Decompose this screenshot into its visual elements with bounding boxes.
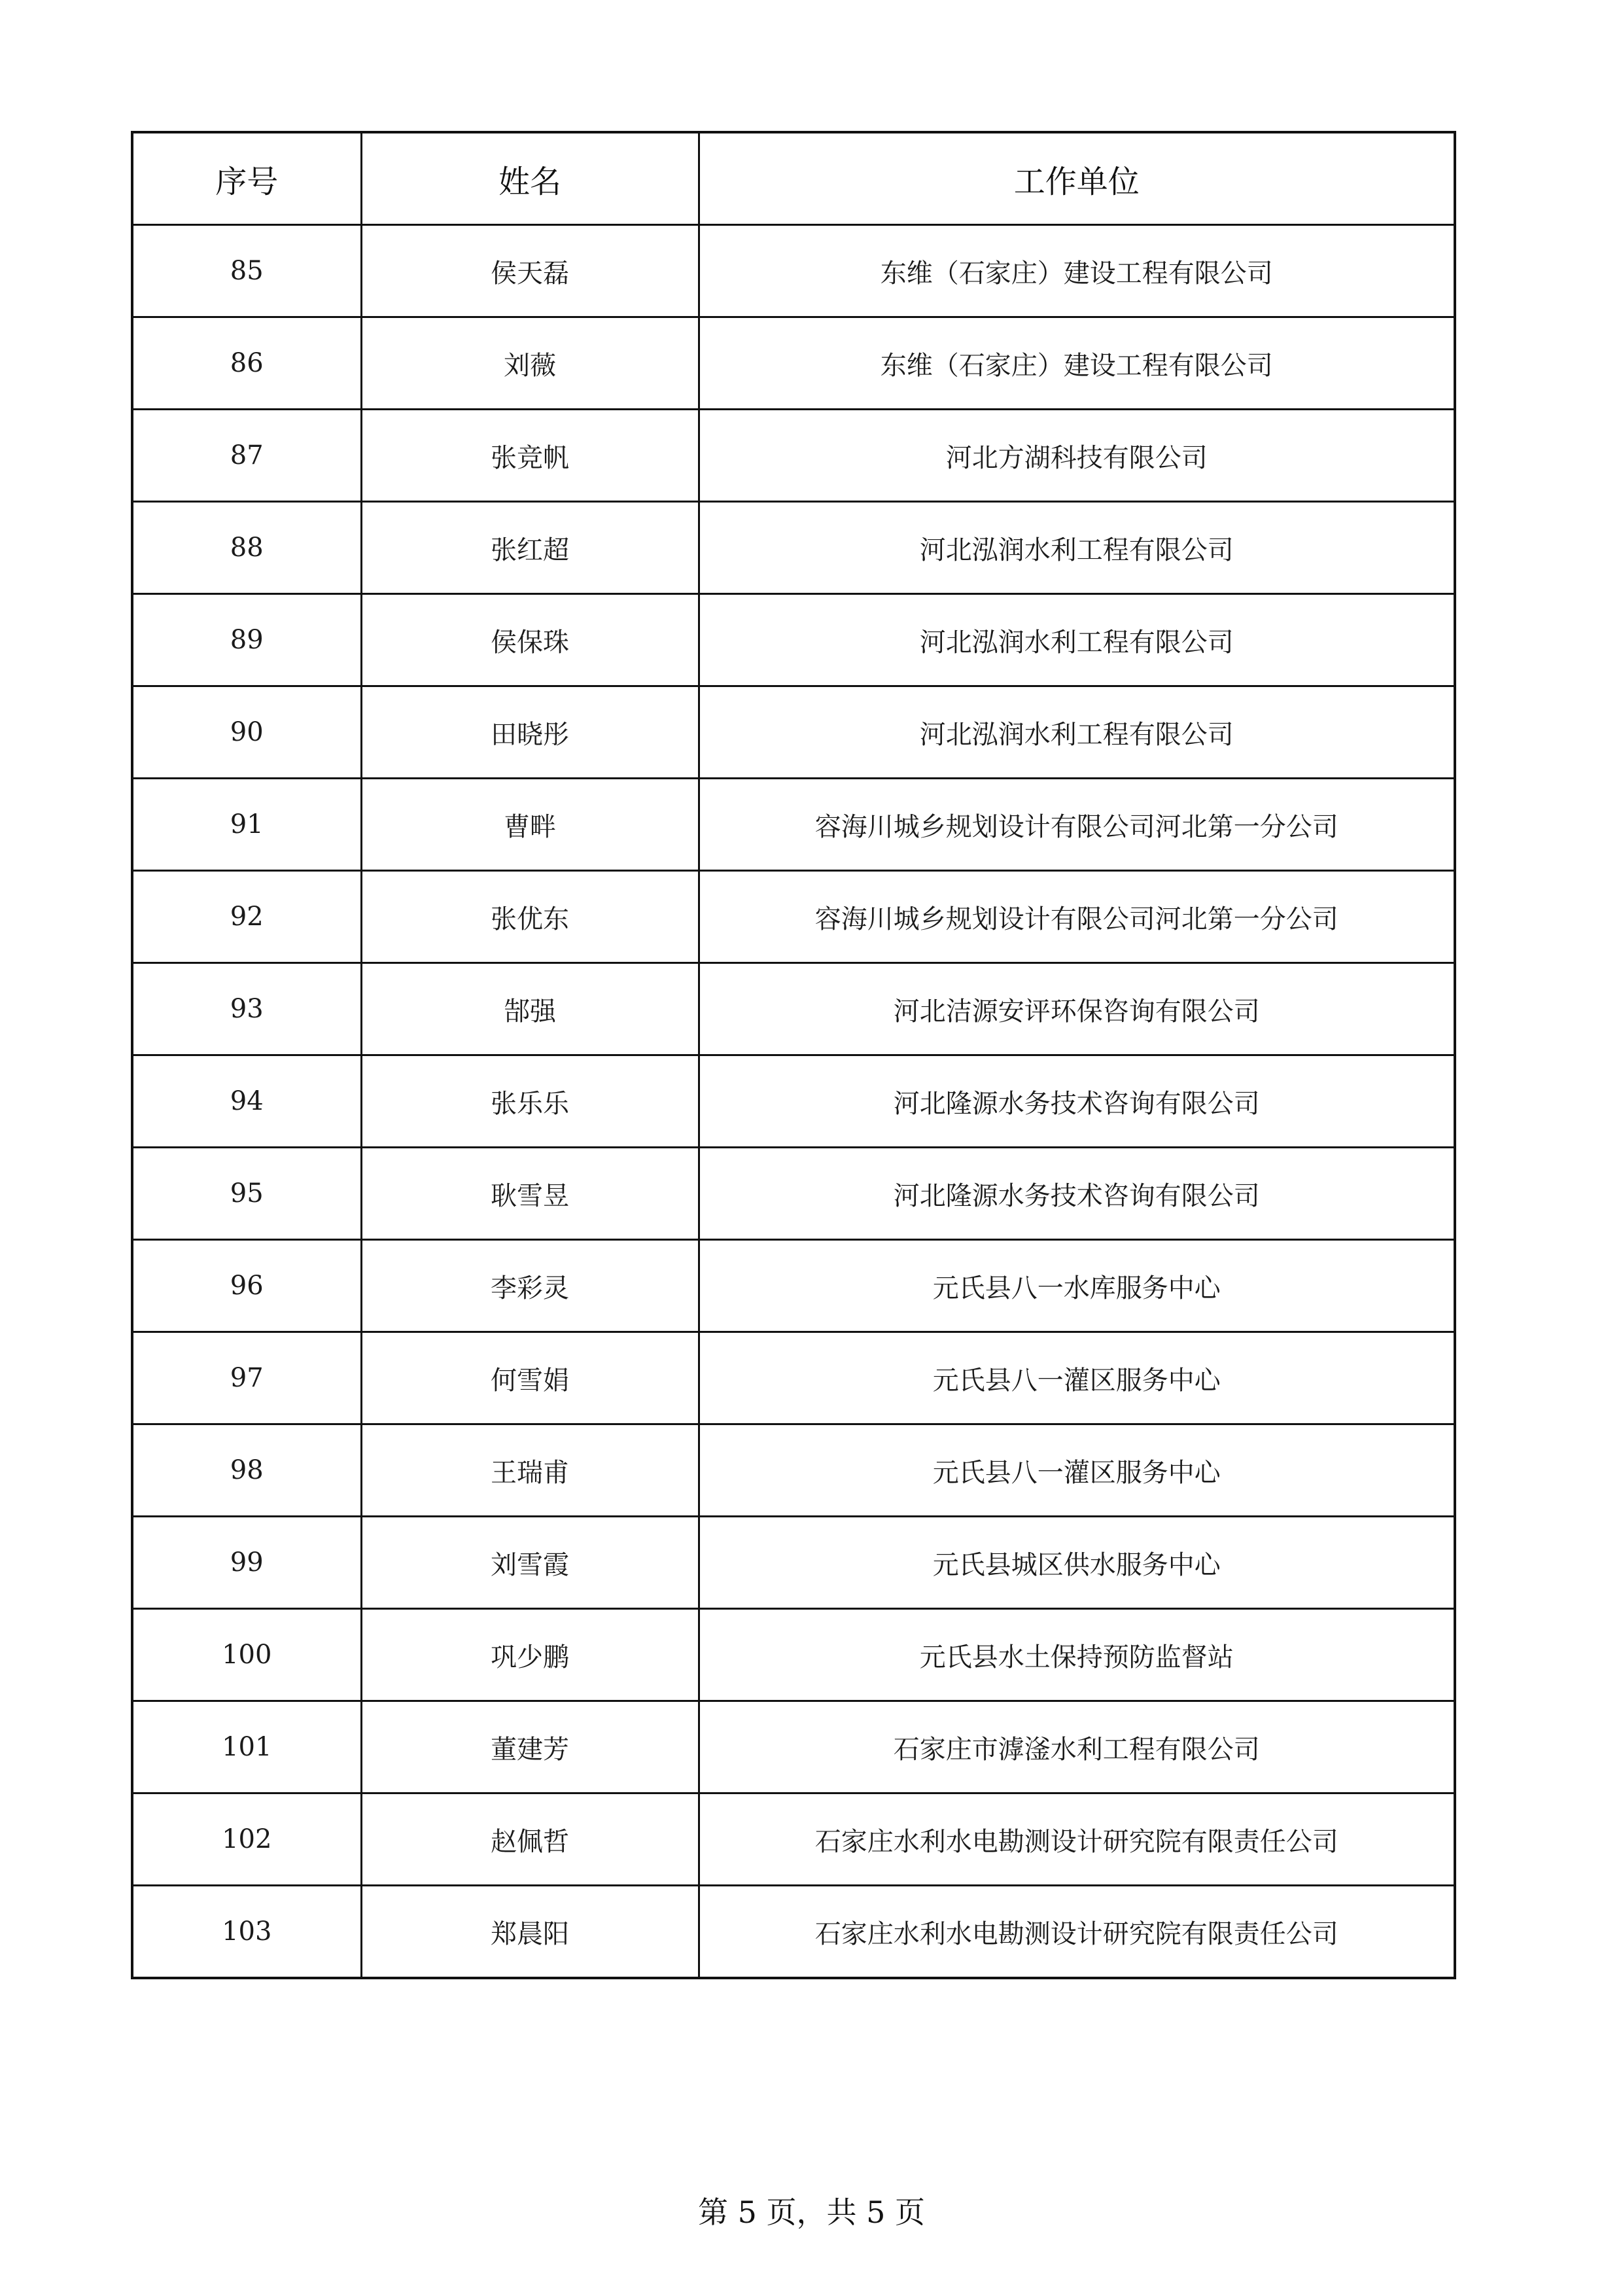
cell-unit: 元氏县八一灌区服务中心 [699,1424,1455,1517]
cell-seq: 93 [132,963,361,1055]
roster-table [131,131,1456,1979]
cell-name: 董建芳 [361,1701,699,1793]
table-body [132,225,1455,1979]
table-row [132,686,1455,779]
cell-unit: 河北泓润水利工程有限公司 [699,502,1455,594]
cell-seq: 103 [132,1886,361,1979]
cell-unit: 河北隆源水务技术咨询有限公司 [699,1055,1455,1148]
cell-name: 赵佩哲 [361,1793,699,1886]
cell-unit: 河北泓润水利工程有限公司 [699,686,1455,779]
cell-seq: 100 [132,1609,361,1701]
cell-name: 郑晨阳 [361,1886,699,1979]
table-row [132,225,1455,317]
cell-unit: 石家庄水利水电勘测设计研究院有限责任公司 [699,1793,1455,1886]
cell-seq: 85 [132,225,361,317]
cell-unit: 河北泓润水利工程有限公司 [699,594,1455,686]
table-row [132,317,1455,410]
cell-unit: 石家庄水利水电勘测设计研究院有限责任公司 [699,1886,1455,1979]
cell-seq: 97 [132,1332,361,1424]
cell-unit: 石家庄市滹滏水利工程有限公司 [699,1701,1455,1793]
table-row [132,1240,1455,1332]
cell-seq: 94 [132,1055,361,1148]
table-row [132,1886,1455,1979]
cell-unit: 容海川城乡规划设计有限公司河北第一分公司 [699,871,1455,963]
cell-unit: 元氏县八一灌区服务中心 [699,1332,1455,1424]
cell-seq: 89 [132,594,361,686]
table-row [132,963,1455,1055]
cell-unit: 元氏县水土保持预防监督站 [699,1609,1455,1701]
table-header [132,132,1455,225]
table-row [132,779,1455,871]
cell-unit: 河北洁源安评环保咨询有限公司 [699,963,1455,1055]
cell-name: 刘雪霞 [361,1517,699,1609]
cell-name: 田晓彤 [361,686,699,779]
cell-unit: 河北隆源水务技术咨询有限公司 [699,1148,1455,1240]
cell-seq: 101 [132,1701,361,1793]
cell-name: 何雪娟 [361,1332,699,1424]
cell-unit: 元氏县八一水库服务中心 [699,1240,1455,1332]
cell-seq: 102 [132,1793,361,1886]
cell-name: 耿雪昱 [361,1148,699,1240]
cell-name: 郜强 [361,963,699,1055]
cell-seq: 87 [132,410,361,502]
table-row [132,1055,1455,1148]
cell-name: 刘薇 [361,317,699,410]
cell-seq: 91 [132,779,361,871]
cell-name: 张红超 [361,502,699,594]
table-row [132,1148,1455,1240]
cell-seq: 98 [132,1424,361,1517]
cell-name: 王瑞甫 [361,1424,699,1517]
cell-seq: 88 [132,502,361,594]
cell-seq: 86 [132,317,361,410]
cell-unit: 容海川城乡规划设计有限公司河北第一分公司 [699,779,1455,871]
cell-seq: 99 [132,1517,361,1609]
cell-name: 张乐乐 [361,1055,699,1148]
header-unit: 工作单位 [699,132,1455,225]
cell-seq: 95 [132,1148,361,1240]
table-row [132,502,1455,594]
table-row [132,410,1455,502]
header-seq: 序号 [132,132,361,225]
cell-unit: 河北方湖科技有限公司 [699,410,1455,502]
table-row [132,1424,1455,1517]
cell-name: 张竞帆 [361,410,699,502]
cell-name: 曹畔 [361,779,699,871]
page-number: 第 5 页，共 5 页 [697,2195,926,2230]
cell-name: 巩少鹏 [361,1609,699,1701]
cell-name: 张优东 [361,871,699,963]
cell-name: 侯保珠 [361,594,699,686]
cell-unit: 东维（石家庄）建设工程有限公司 [699,225,1455,317]
header-row [132,132,1455,225]
table-row [132,594,1455,686]
cell-seq: 92 [132,871,361,963]
table-row [132,1701,1455,1793]
cell-unit: 元氏县城区供水服务中心 [699,1517,1455,1609]
table-row [132,1332,1455,1424]
cell-seq: 90 [132,686,361,779]
table-row [132,1517,1455,1609]
cell-name: 李彩灵 [361,1240,699,1332]
table-row [132,1609,1455,1701]
table-row [132,1793,1455,1886]
table-row [132,871,1455,963]
header-name: 姓名 [361,132,699,225]
cell-unit: 东维（石家庄）建设工程有限公司 [699,317,1455,410]
cell-name: 侯天磊 [361,225,699,317]
cell-seq: 96 [132,1240,361,1332]
